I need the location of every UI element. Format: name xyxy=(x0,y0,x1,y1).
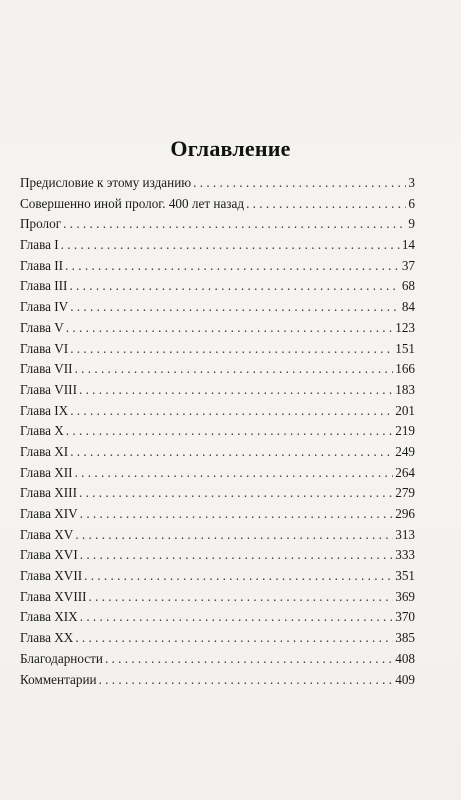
toc-entry-page: 409 xyxy=(395,671,415,687)
toc-entry xyxy=(20,566,415,587)
toc-entry-label: Глава XII xyxy=(20,464,73,480)
toc-entry xyxy=(20,649,415,670)
toc-entry-label: Благодарности xyxy=(20,650,103,666)
toc-entry xyxy=(20,235,415,256)
table-of-contents xyxy=(20,173,415,690)
toc-entry xyxy=(20,276,415,297)
toc-entry-label: Комментарии xyxy=(20,671,97,687)
toc-entry-label: Глава V xyxy=(20,319,64,335)
toc-entry-page: 14 xyxy=(401,237,415,253)
page-title: Оглавление xyxy=(170,136,291,161)
toc-entry-page: 219 xyxy=(395,423,415,439)
toc-entry-page: 68 xyxy=(401,278,415,294)
toc-leader-dots xyxy=(75,359,394,380)
toc-leader-dots xyxy=(105,649,393,670)
toc-entry-page: 313 xyxy=(395,526,415,542)
toc-entry-label: Предисловие к этому изданию xyxy=(20,175,192,190)
toc-entry-page: 333 xyxy=(395,547,415,563)
toc-leader-dots xyxy=(61,235,400,256)
toc-entry xyxy=(20,421,415,442)
toc-leader-dots xyxy=(99,670,394,691)
toc-entry-page: 408 xyxy=(395,650,415,666)
toc-entry-label: Глава IX xyxy=(20,402,69,418)
toc-leader-dots xyxy=(79,380,393,401)
toc-leader-dots xyxy=(75,525,393,546)
toc-leader-dots xyxy=(80,504,394,525)
toc-entry-page: 249 xyxy=(395,443,415,459)
toc-leader-dots xyxy=(79,483,393,504)
toc-entry-page: 6 xyxy=(408,195,415,211)
toc-entry-label: Глава VIII xyxy=(20,381,77,397)
toc-leader-dots xyxy=(63,214,406,235)
toc-entry-page: 201 xyxy=(395,402,415,418)
toc-entry xyxy=(20,173,415,194)
toc-entry xyxy=(20,545,415,566)
toc-entry-page: 351 xyxy=(395,568,415,584)
toc-entry-page: 123 xyxy=(395,319,415,335)
toc-entry-page: 296 xyxy=(395,506,415,521)
toc-entry-page: 166 xyxy=(395,361,415,377)
toc-entry-label: Глава X xyxy=(20,423,64,439)
toc-leader-dots xyxy=(80,607,394,628)
toc-entry-label: Глава I xyxy=(20,237,59,253)
toc-leader-dots xyxy=(70,442,393,463)
toc-entry-page: 385 xyxy=(395,630,415,646)
toc-entry xyxy=(20,339,415,360)
toc-leader-dots xyxy=(193,173,406,194)
toc-entry-page: 370 xyxy=(395,609,415,625)
toc-entry-page: 37 xyxy=(401,257,415,273)
toc-entry-page: 264 xyxy=(395,464,415,480)
toc-entry-page: 369 xyxy=(395,588,415,604)
toc-leader-dots xyxy=(65,256,400,277)
toc-entry xyxy=(20,463,415,484)
toc-entry xyxy=(20,442,415,463)
toc-entry-label: Глава VII xyxy=(20,361,73,377)
toc-entry-label: Глава XIX xyxy=(20,609,78,625)
toc-leader-dots xyxy=(75,628,393,649)
toc-entry-page: 151 xyxy=(395,340,415,356)
toc-entry-label: Глава II xyxy=(20,257,64,273)
toc-entry xyxy=(20,628,415,649)
toc-leader-dots xyxy=(246,194,406,215)
toc-entry xyxy=(20,318,415,339)
toc-entry xyxy=(20,670,415,691)
toc-leader-dots xyxy=(84,566,393,587)
toc-entry-label: Глава XVI xyxy=(20,547,78,563)
toc-entry xyxy=(20,525,415,546)
toc-leader-dots xyxy=(70,297,400,318)
toc-entry-label: Глава IV xyxy=(20,299,69,315)
toc-entry xyxy=(20,359,415,380)
toc-leader-dots xyxy=(89,587,394,608)
toc-entry xyxy=(20,483,415,504)
toc-entry xyxy=(20,380,415,401)
toc-leader-dots xyxy=(75,463,394,484)
toc-entry xyxy=(20,587,415,608)
toc-leader-dots xyxy=(66,318,393,339)
toc-entry xyxy=(20,504,415,525)
toc-leader-dots xyxy=(69,276,399,297)
toc-entry-label: Глава XVII xyxy=(20,568,83,584)
toc-entry-page: 279 xyxy=(395,485,415,501)
toc-entry-label: Глава III xyxy=(20,278,68,294)
toc-entry xyxy=(20,297,415,318)
toc-leader-dots xyxy=(66,421,393,442)
toc-entry-page: 9 xyxy=(408,216,415,232)
toc-entry-label: Глава XIII xyxy=(20,485,77,501)
toc-entry-label: Пролог xyxy=(20,216,62,232)
toc-entry-page: 3 xyxy=(408,175,415,190)
toc-entry-label: Глава XIV xyxy=(20,506,78,521)
toc-entry-label: Глава XI xyxy=(20,443,69,459)
toc-leader-dots xyxy=(70,401,393,422)
toc-entry xyxy=(20,194,415,215)
toc-entry xyxy=(20,256,415,277)
toc-entry-label: Глава XX xyxy=(20,630,74,646)
toc-leader-dots xyxy=(80,545,394,566)
toc-entry-page: 183 xyxy=(395,381,415,397)
toc-entry xyxy=(20,214,415,235)
toc-leader-dots xyxy=(70,339,393,360)
toc-entry xyxy=(20,401,415,422)
toc-entry-page: 84 xyxy=(401,299,415,315)
toc-entry xyxy=(20,607,415,628)
toc-entry-label: Глава VI xyxy=(20,340,69,356)
toc-entry-label: Глава XVIII xyxy=(20,588,87,604)
toc-entry-label: Совершенно иной пролог. 400 лет назад xyxy=(20,195,245,211)
toc-entry-label: Глава XV xyxy=(20,526,74,542)
